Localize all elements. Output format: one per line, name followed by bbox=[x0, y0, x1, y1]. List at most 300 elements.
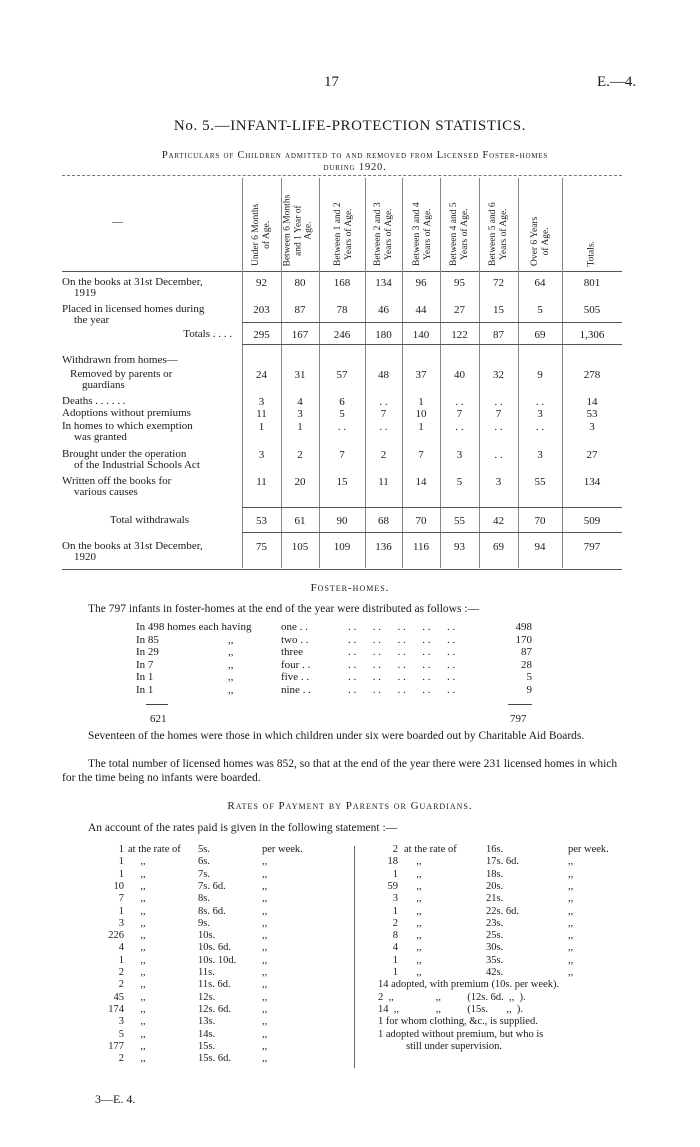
homes-count: In 85 bbox=[136, 633, 159, 646]
row-label bbox=[70, 369, 238, 391]
withdrawn-heading: Withdrawn from homes— bbox=[62, 354, 178, 366]
rate-count: 3 bbox=[118, 917, 124, 929]
column-header bbox=[332, 176, 354, 268]
rate-amount: 20s. bbox=[486, 880, 504, 892]
rate-count: 10 bbox=[113, 880, 124, 892]
table-cell: . . bbox=[494, 396, 503, 408]
rate-phrase: ,, bbox=[140, 967, 146, 978]
rate-suffix: ,, bbox=[262, 893, 268, 905]
table-cell: 5 bbox=[537, 304, 543, 316]
table-cell: 53 bbox=[256, 515, 267, 527]
table-cell: 246 bbox=[333, 329, 351, 341]
table-cell: 95 bbox=[454, 277, 465, 289]
homes-sum-rule bbox=[146, 704, 168, 705]
column-header-line: Years of Age. bbox=[343, 208, 354, 260]
table-cell: 14 bbox=[586, 396, 598, 408]
rate-suffix: per week. bbox=[568, 844, 609, 855]
rate-count: 8 bbox=[392, 930, 398, 942]
rate-suffix: ,, bbox=[262, 1016, 268, 1028]
rate-amount: 42s. bbox=[486, 967, 504, 978]
rate-suffix: ,, bbox=[568, 868, 574, 880]
row-label-line: Totals . . . . bbox=[183, 328, 232, 340]
rate-phrase: ,, bbox=[416, 880, 422, 892]
leader-dots: . . . . . . . . . . bbox=[348, 621, 456, 633]
rates-intro: An account of the rates paid is given in the following statement :— bbox=[88, 822, 398, 834]
table-rule bbox=[242, 532, 622, 533]
rate-count: 4 bbox=[118, 942, 124, 954]
row-label-line: 1920 bbox=[74, 551, 96, 563]
rate-phrase: ,, bbox=[416, 942, 422, 954]
rate-suffix: ,, bbox=[262, 991, 268, 1003]
row-label-line: various causes bbox=[74, 486, 138, 498]
rate-count: 7 bbox=[118, 893, 124, 905]
table-cell: 37 bbox=[415, 369, 427, 381]
row-label bbox=[62, 449, 237, 471]
table-cell: 3 bbox=[258, 396, 265, 408]
leader-dots: . . . . . . . . . . bbox=[348, 658, 456, 671]
subtitle-line-1: Particulars of Children admitted to and removed from Licensed Foster-homes bbox=[161, 150, 549, 161]
table-cell: 70 bbox=[534, 515, 546, 527]
rate-phrase: ,, bbox=[140, 930, 146, 942]
table-cell: 55 bbox=[534, 476, 546, 488]
rate-amount: 25s. bbox=[486, 930, 504, 942]
homes-count: In 7 bbox=[136, 658, 154, 671]
homes-count: In 498 homes each having bbox=[136, 621, 252, 633]
rate-amount: 18s. bbox=[486, 868, 504, 880]
table-cell: . . bbox=[379, 421, 388, 433]
rate-count: 3 bbox=[392, 893, 398, 905]
leader-dots: . . . . . . . . . . bbox=[348, 671, 456, 683]
rate-amount: 11s. 6d. bbox=[198, 979, 231, 991]
rate-suffix: ,, bbox=[262, 1040, 268, 1052]
rate-phrase: ,, bbox=[140, 1040, 146, 1052]
row-label-line: was granted bbox=[74, 431, 127, 443]
table-cell: 72 bbox=[493, 277, 504, 289]
table-cell: 7 bbox=[339, 449, 345, 461]
table-cell: 68 bbox=[378, 515, 389, 527]
rate-count: 45 bbox=[113, 991, 124, 1003]
column-header-line: of Age. bbox=[540, 227, 551, 256]
table-cell: 295 bbox=[253, 329, 270, 341]
table-cell: 797 bbox=[583, 541, 601, 553]
rate-count: 1 bbox=[392, 905, 398, 917]
rate-note: 14 adopted, with premium (10s. per week). bbox=[378, 979, 560, 991]
row-label-line: Written off the books for bbox=[62, 475, 172, 487]
rate-phrase: ,, bbox=[140, 942, 146, 954]
rate-suffix: ,, bbox=[568, 880, 574, 892]
rate-amount: 13s. bbox=[198, 1016, 216, 1028]
page-number: 17 bbox=[324, 74, 339, 90]
infants-count: 170 bbox=[515, 633, 532, 646]
rate-amount: 23s. bbox=[486, 917, 504, 929]
rate-amount: 8s. 6d. bbox=[198, 905, 226, 917]
row-label-line: Total withdrawals bbox=[110, 514, 189, 526]
rate-phrase: ,, bbox=[140, 1003, 146, 1015]
rate-suffix: ,, bbox=[262, 942, 268, 954]
table-cell: 93 bbox=[454, 541, 465, 553]
table-cell: 3 bbox=[456, 449, 463, 461]
rate-amount: 10s. 10d. bbox=[198, 954, 237, 966]
rate-phrase: ,, bbox=[416, 917, 422, 929]
column-header bbox=[529, 176, 551, 268]
rate-amount: 10s. bbox=[198, 930, 216, 942]
table-cell: 1 bbox=[418, 421, 424, 433]
table-cell: 2 bbox=[380, 449, 387, 461]
rates-column-separator bbox=[354, 846, 355, 1068]
row-label bbox=[62, 304, 237, 326]
table-cell: 96 bbox=[415, 277, 427, 289]
rate-count: 174 bbox=[108, 1003, 124, 1015]
column-header-line: Between 2 and 3 bbox=[373, 202, 383, 266]
charitable-aid-paragraph: Seventeen of the homes were those in which children under six were boarded out by Charitable Aid Boards. bbox=[88, 730, 585, 742]
table-cell: 57 bbox=[336, 369, 348, 381]
table-cell: 40 bbox=[454, 369, 465, 381]
row-label-line: Deaths . . . . . . bbox=[62, 395, 126, 407]
table-cell: 69 bbox=[493, 541, 504, 553]
rate-count: 1 bbox=[118, 905, 124, 917]
table-cell: . . bbox=[494, 449, 503, 461]
rate-amount: 35s. bbox=[486, 954, 504, 966]
licensed-homes-paragraph: The total number of licensed homes was 852, so that at the end of the year there were 231 licensed homes in which for the time being no infants were boarded. bbox=[62, 758, 618, 784]
column-header bbox=[487, 176, 509, 268]
rate-suffix: ,, bbox=[568, 967, 574, 978]
column-header-line: Age. bbox=[303, 221, 313, 240]
table-cell: 92 bbox=[256, 277, 267, 289]
rate-phrase: ,, bbox=[140, 893, 146, 905]
rate-phrase: ,, bbox=[416, 905, 422, 917]
foster-intro: The 797 infants in foster-homes at the end of the year were distributed as follows :— bbox=[88, 603, 479, 615]
rate-suffix: ,, bbox=[568, 905, 574, 917]
rate-amount: 6s. bbox=[198, 856, 210, 868]
column-header-line: Years of Age. bbox=[459, 208, 470, 260]
column-header-line: Over 6 Years bbox=[530, 216, 540, 266]
table-cell: 3 bbox=[589, 421, 595, 433]
rate-count: 1 bbox=[118, 844, 124, 855]
infants-count: 9 bbox=[526, 683, 532, 696]
table-cell: 32 bbox=[493, 369, 504, 381]
rate-note: 1 adopted without premium, but who is bbox=[378, 1028, 544, 1040]
table-cell: 70 bbox=[415, 515, 427, 527]
table-cell: 3 bbox=[537, 408, 543, 420]
column-header bbox=[281, 176, 314, 268]
rate-amount: 16s. bbox=[486, 844, 504, 855]
row-label bbox=[62, 476, 237, 498]
rate-phrase: at the rate of bbox=[128, 844, 181, 855]
table-cell: 7 bbox=[495, 408, 502, 420]
rate-note: 1 for whom clothing, &c., is supplied. bbox=[378, 1016, 538, 1028]
rate-amount: 15s. bbox=[198, 1040, 216, 1052]
rate-suffix: ,, bbox=[262, 917, 268, 929]
table-cell: 109 bbox=[333, 541, 351, 553]
table-cell: 69 bbox=[534, 329, 546, 341]
page-title: No. 5.—INFANT-LIFE-PROTECTION STATISTICS. bbox=[173, 118, 527, 134]
table-bottom-rule bbox=[62, 569, 622, 570]
subtitle-line-2: during 1920. bbox=[323, 162, 387, 173]
rate-count: 1 bbox=[118, 954, 124, 966]
foster-homes-heading: Foster-homes. bbox=[310, 582, 390, 594]
table-rule bbox=[242, 344, 622, 345]
rate-suffix: ,, bbox=[262, 1053, 268, 1065]
table-cell: 48 bbox=[378, 369, 389, 381]
homes-count: In 1 bbox=[136, 683, 154, 696]
table-cell: 7 bbox=[380, 408, 387, 420]
total-infants: 797 bbox=[510, 713, 527, 725]
row-label-line: of the Industrial Schools Act bbox=[74, 459, 200, 471]
table-cell: . . bbox=[379, 396, 388, 408]
table-cell: 278 bbox=[583, 369, 601, 381]
rate-amount: 7s. bbox=[198, 868, 210, 880]
table-cell: 27 bbox=[454, 304, 465, 316]
rate-phrase: ,, bbox=[140, 880, 146, 892]
table-cell: 42 bbox=[493, 515, 504, 527]
table-cell: 80 bbox=[294, 277, 306, 289]
table-cell: 1 bbox=[418, 396, 424, 408]
table-cell: . . bbox=[337, 421, 347, 433]
rate-suffix: per week. bbox=[262, 844, 303, 855]
ditto-mark: ,, bbox=[228, 658, 234, 671]
table-cell: . . bbox=[535, 421, 545, 433]
row-label bbox=[62, 329, 232, 340]
rate-count: 1 bbox=[392, 868, 398, 880]
table-cell: 87 bbox=[294, 304, 306, 316]
table-cell: 55 bbox=[454, 515, 465, 527]
row-label-line: Removed by parents or bbox=[70, 368, 173, 380]
children-per-home: one . . bbox=[281, 621, 308, 633]
rate-phrase: ,, bbox=[140, 1053, 146, 1065]
table-cell: 64 bbox=[534, 277, 546, 289]
column-header-line: and 1 Year of bbox=[292, 204, 303, 256]
ditto-mark: ,, bbox=[228, 633, 234, 646]
table-cell: 801 bbox=[583, 277, 601, 289]
rate-amount: 12s. 6d. bbox=[198, 1003, 231, 1015]
rate-phrase: ,, bbox=[140, 1016, 146, 1028]
rate-phrase: ,, bbox=[140, 856, 146, 868]
column-header-line: Years of Age. bbox=[498, 208, 509, 260]
table-cell: 78 bbox=[336, 304, 348, 316]
table-cell: 15 bbox=[493, 304, 504, 316]
rate-note: 2 ,, ,, (12s. 6d. ,, ). bbox=[378, 991, 526, 1003]
rate-amount: 9s. bbox=[198, 917, 210, 929]
table-cell: 61 bbox=[294, 515, 306, 527]
table-cell: 9 bbox=[537, 369, 543, 381]
table-cell: 116 bbox=[412, 541, 430, 553]
row-label bbox=[62, 515, 237, 526]
table-cell: 1 bbox=[297, 421, 303, 433]
homes-count: In 29 bbox=[136, 646, 159, 658]
table-cell: 2 bbox=[297, 449, 303, 461]
column-header bbox=[586, 176, 597, 268]
children-per-home: four . . bbox=[281, 658, 311, 671]
table-cell: 27 bbox=[586, 449, 598, 461]
rate-amount: 8s. bbox=[198, 893, 210, 905]
rate-amount: 11s. bbox=[198, 967, 215, 978]
rate-suffix: ,, bbox=[262, 880, 268, 892]
row-label-line: guardians bbox=[82, 379, 125, 391]
rate-note: 14 ,, ,, (15s. ,, ). bbox=[378, 1003, 523, 1015]
rate-suffix: ,, bbox=[568, 893, 574, 905]
row-label-line: On the books at 31st December, bbox=[62, 540, 203, 552]
rate-suffix: ,, bbox=[568, 917, 574, 929]
rate-suffix: ,, bbox=[262, 905, 268, 917]
rate-suffix: ,, bbox=[568, 930, 574, 942]
table-cell: 1 bbox=[258, 421, 265, 433]
table-cell: 203 bbox=[253, 304, 270, 316]
rate-count: 3 bbox=[118, 1016, 124, 1028]
table-cell: 122 bbox=[451, 329, 468, 341]
rate-amount: 12s. bbox=[198, 991, 216, 1003]
infants-count: 28 bbox=[521, 658, 532, 671]
table-cell: 24 bbox=[256, 369, 267, 381]
column-header bbox=[372, 176, 394, 268]
column-header-line: Between 1 and 2 bbox=[333, 202, 343, 266]
row-label-line: Brought under the operation bbox=[62, 448, 187, 460]
rate-phrase: ,, bbox=[140, 917, 146, 929]
row-label bbox=[62, 541, 237, 563]
table-cell: 6 bbox=[339, 396, 345, 408]
table-cell: 140 bbox=[412, 329, 430, 341]
table-cell: 15 bbox=[336, 476, 348, 488]
rate-suffix: ,, bbox=[262, 1028, 268, 1040]
table-cell: 90 bbox=[336, 515, 348, 527]
ditto-mark: ,, bbox=[228, 671, 234, 683]
page-footer: 3—E. 4. bbox=[95, 1092, 136, 1106]
table-cell: 31 bbox=[294, 369, 306, 381]
column-header-line: Between 3 and 4 bbox=[412, 202, 422, 266]
row-label-line: Placed in licensed homes during bbox=[62, 303, 205, 315]
rate-phrase: ,, bbox=[140, 991, 146, 1003]
rate-suffix: ,, bbox=[262, 868, 268, 880]
table-cell: 75 bbox=[256, 541, 267, 553]
rate-count: 2 bbox=[392, 917, 398, 929]
table-subtitle bbox=[60, 150, 650, 174]
table-cell: 180 bbox=[375, 329, 392, 341]
table-cell: 53 bbox=[586, 408, 598, 420]
rate-suffix: ,, bbox=[262, 930, 268, 942]
rate-suffix: ,, bbox=[262, 856, 268, 868]
row-label-line: the year bbox=[74, 314, 110, 326]
rate-phrase: ,, bbox=[416, 954, 422, 966]
rate-suffix: ,, bbox=[262, 967, 268, 978]
rate-phrase: at the rate of bbox=[404, 844, 457, 855]
rate-note: still under supervision. bbox=[406, 1040, 502, 1052]
rate-count: 1 bbox=[118, 856, 124, 868]
page-reference: E.—4. bbox=[597, 74, 637, 90]
table-cell: 46 bbox=[378, 304, 389, 316]
table-cell: 134 bbox=[375, 277, 392, 289]
column-header-line: Totals. bbox=[586, 240, 596, 266]
row-label bbox=[62, 421, 237, 443]
table-cell: 4 bbox=[297, 396, 303, 408]
leader-dots: . . . . . . . . . . bbox=[348, 683, 456, 696]
column-header bbox=[250, 176, 272, 268]
stub-header: — bbox=[112, 216, 123, 228]
rate-suffix: ,, bbox=[568, 942, 574, 954]
table-cell: 136 bbox=[375, 541, 392, 553]
rate-suffix: ,, bbox=[262, 954, 268, 966]
column-header bbox=[411, 176, 433, 268]
rate-phrase: ,, bbox=[140, 868, 146, 880]
rate-count: 18 bbox=[387, 856, 398, 868]
rates-heading: Rates of Payment by Parents or Guardians. bbox=[227, 800, 473, 812]
rate-count: 4 bbox=[392, 942, 398, 954]
leader-dots: . . . . . . . . . . bbox=[348, 633, 456, 646]
ditto-mark: ,, bbox=[228, 683, 234, 696]
table-cell: 87 bbox=[493, 329, 504, 341]
row-label bbox=[62, 277, 237, 299]
row-label bbox=[62, 396, 237, 407]
infants-sum-rule bbox=[508, 704, 532, 705]
table-cell: 5 bbox=[456, 476, 463, 488]
rate-suffix: ,, bbox=[262, 979, 268, 991]
rate-phrase: ,, bbox=[416, 893, 422, 905]
table-cell: 3 bbox=[258, 449, 265, 461]
row-label-line: In homes to which exemption bbox=[62, 420, 193, 432]
column-header-line: Years of Age. bbox=[422, 208, 433, 260]
rate-count: 177 bbox=[108, 1040, 124, 1052]
table-cell: . . bbox=[535, 396, 545, 408]
table-cell: 3 bbox=[297, 408, 303, 420]
table-cell: . . bbox=[455, 396, 464, 408]
rate-count: 2 bbox=[118, 1053, 124, 1065]
rate-phrase: ,, bbox=[140, 979, 146, 991]
row-label-line: On the books at 31st December, bbox=[62, 276, 203, 288]
table-cell: 509 bbox=[583, 515, 601, 527]
table-cell: 134 bbox=[583, 476, 601, 488]
rate-phrase: ,, bbox=[416, 930, 422, 942]
table-cell: 105 bbox=[291, 541, 309, 553]
rate-count: 1 bbox=[118, 868, 124, 880]
rate-amount: 10s. 6d. bbox=[198, 942, 231, 954]
rate-suffix: ,, bbox=[262, 1003, 268, 1015]
table-cell: . . bbox=[455, 421, 464, 433]
rate-amount: 14s. bbox=[198, 1028, 216, 1040]
table-cell: 168 bbox=[333, 277, 351, 289]
rate-amount: 7s. 6d. bbox=[198, 880, 226, 892]
ditto-mark: ,, bbox=[228, 646, 234, 658]
total-homes: 621 bbox=[150, 713, 167, 725]
rate-count: 1 bbox=[392, 967, 398, 978]
table-cell: 505 bbox=[583, 304, 601, 316]
table-cell: 11 bbox=[256, 476, 267, 488]
rate-phrase: ,, bbox=[140, 905, 146, 917]
rate-count: 2 bbox=[392, 844, 398, 855]
rate-phrase: ,, bbox=[416, 967, 422, 978]
column-header-line: Between 5 and 6 bbox=[488, 202, 498, 266]
rate-amount: 15s. 6d. bbox=[198, 1053, 231, 1065]
rate-count: 2 bbox=[118, 979, 124, 991]
homes-count: In 1 bbox=[136, 671, 154, 683]
rate-suffix: ,, bbox=[568, 954, 574, 966]
rate-phrase: ,, bbox=[416, 856, 422, 868]
table-cell: 3 bbox=[537, 449, 543, 461]
table-cell: 3 bbox=[495, 476, 502, 488]
table-cell: 20 bbox=[294, 476, 306, 488]
leader-dots: . . . . . . . . . . bbox=[348, 646, 456, 658]
rate-amount: 21s. bbox=[486, 893, 504, 905]
column-header bbox=[448, 176, 470, 268]
column-header-line: Between 6 Months bbox=[282, 194, 292, 266]
rate-amount: 22s. 6d. bbox=[486, 905, 519, 917]
column-header-line: Years of Age. bbox=[383, 208, 394, 260]
rate-count: 1 bbox=[392, 954, 398, 966]
row-label bbox=[62, 408, 237, 419]
children-per-home: three bbox=[281, 646, 303, 658]
table-cell: 5 bbox=[339, 408, 345, 420]
infants-count: 498 bbox=[515, 621, 532, 633]
table-cell: . . bbox=[494, 421, 503, 433]
table-cell: 1,306 bbox=[579, 329, 605, 341]
table-header-rule bbox=[62, 271, 622, 272]
